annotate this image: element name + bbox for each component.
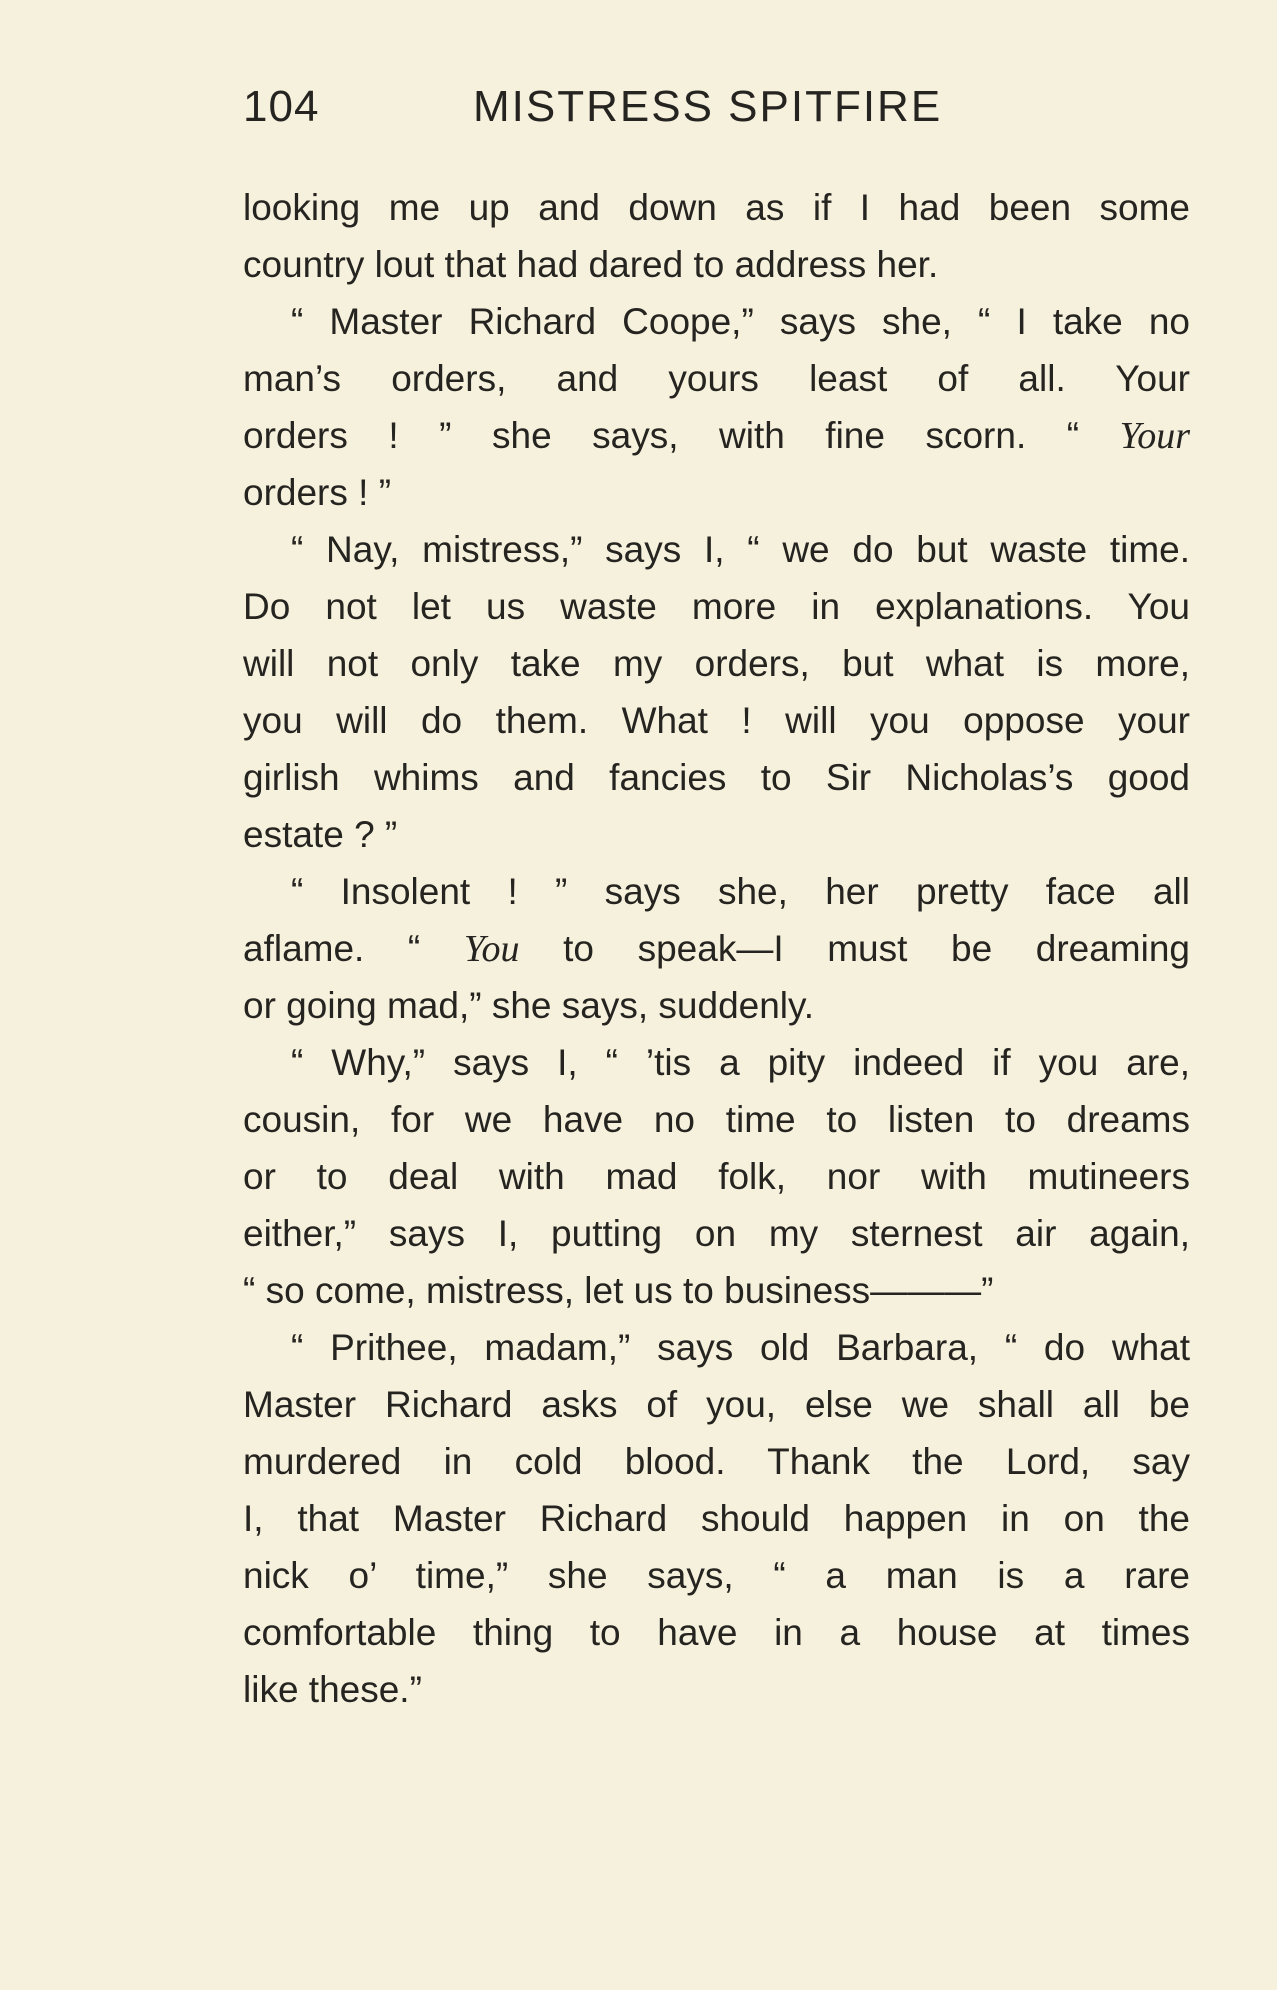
text-line-2	[243, 236, 1190, 293]
page-number: 104	[243, 82, 320, 131]
text-segment: “ Master Richard Coope,” says she, “ I take no	[291, 301, 1190, 342]
text-segment: will not only take my orders, but what is more,	[243, 643, 1190, 684]
text-line-22	[243, 1376, 1190, 1433]
text-line-4	[243, 350, 1190, 407]
text-line-24	[243, 1490, 1190, 1547]
text-segment: or going mad,” she says, suddenly.	[243, 985, 815, 1026]
text-segment: Do not let us waste more in explanations. You	[243, 586, 1190, 627]
text-line-26	[243, 1604, 1190, 1661]
text-line-21	[243, 1319, 1190, 1376]
text-line-17	[243, 1091, 1190, 1148]
text-line-11	[243, 749, 1190, 806]
text-line-1	[243, 179, 1190, 236]
text-segment: either,” says I, putting on my sternest air again,	[243, 1213, 1190, 1254]
text-segment: cousin, for we have no time to listen to dreams	[243, 1099, 1190, 1140]
text-line-13	[243, 863, 1190, 920]
italic-word: Your	[1119, 415, 1190, 457]
text-line-18	[243, 1148, 1190, 1205]
text-line-14	[243, 920, 1190, 977]
text-segment: girlish whims and fancies to Sir Nicholas’s good	[243, 757, 1190, 798]
text-segment: orders ! ”	[243, 472, 392, 513]
text-segment: or to deal with mad folk, nor with mutineers	[243, 1156, 1190, 1197]
text-segment: nick o’ time,” she says, “ a man is a rare	[243, 1555, 1190, 1596]
text-segment: orders ! ” she says, with fine scorn. “	[243, 415, 1120, 456]
text-line-8	[243, 578, 1190, 635]
body-text	[243, 179, 1190, 1718]
text-segment: “ Prithee, madam,” says old Barbara, “ do what	[291, 1327, 1190, 1368]
text-line-23	[243, 1433, 1190, 1490]
text-line-15	[243, 977, 1190, 1034]
text-segment: you will do them. What ! will you oppose your	[243, 700, 1190, 741]
text-line-9	[243, 635, 1190, 692]
text-segment: looking me up and down as if I had been some	[243, 187, 1190, 228]
text-line-16	[243, 1034, 1190, 1091]
text-segment: “ Nay, mistress,” says I, “ we do but waste time.	[291, 529, 1190, 570]
text-line-7	[243, 521, 1190, 578]
text-line-6	[243, 464, 1190, 521]
text-segment: Master Richard asks of you, else we shall all be	[243, 1384, 1190, 1425]
text-line-5	[243, 407, 1190, 464]
text-line-25	[243, 1547, 1190, 1604]
text-segment: I, that Master Richard should happen in on the	[243, 1498, 1190, 1539]
text-segment: murdered in cold blood. Thank the Lord, say	[243, 1441, 1190, 1482]
running-title: MISTRESS SPITFIRE	[473, 82, 943, 131]
text-segment: like these.”	[243, 1669, 422, 1710]
text-segment: country lout that had dared to address her.	[243, 244, 939, 285]
text-segment: comfortable thing to have in a house at times	[243, 1612, 1190, 1653]
text-segment: “ Insolent ! ” says she, her pretty face all	[291, 871, 1190, 912]
running-head	[243, 82, 1193, 142]
text-line-12	[243, 806, 1190, 863]
text-segment: “ so come, mistress, let us to business———”	[243, 1270, 994, 1311]
text-segment: “ Why,” says I, “ ’tis a pity indeed if you are,	[291, 1042, 1190, 1083]
text-segment: aflame. “	[243, 928, 464, 969]
text-segment: to speak—I must be dreaming	[519, 928, 1191, 969]
text-segment: estate ? ”	[243, 814, 398, 855]
text-line-10	[243, 692, 1190, 749]
text-line-19	[243, 1205, 1190, 1262]
text-line-27	[243, 1661, 1190, 1718]
text-line-3	[243, 293, 1190, 350]
italic-word: You	[463, 928, 520, 970]
text-line-20	[243, 1262, 1190, 1319]
text-segment: man’s orders, and yours least of all. Your	[243, 358, 1190, 399]
